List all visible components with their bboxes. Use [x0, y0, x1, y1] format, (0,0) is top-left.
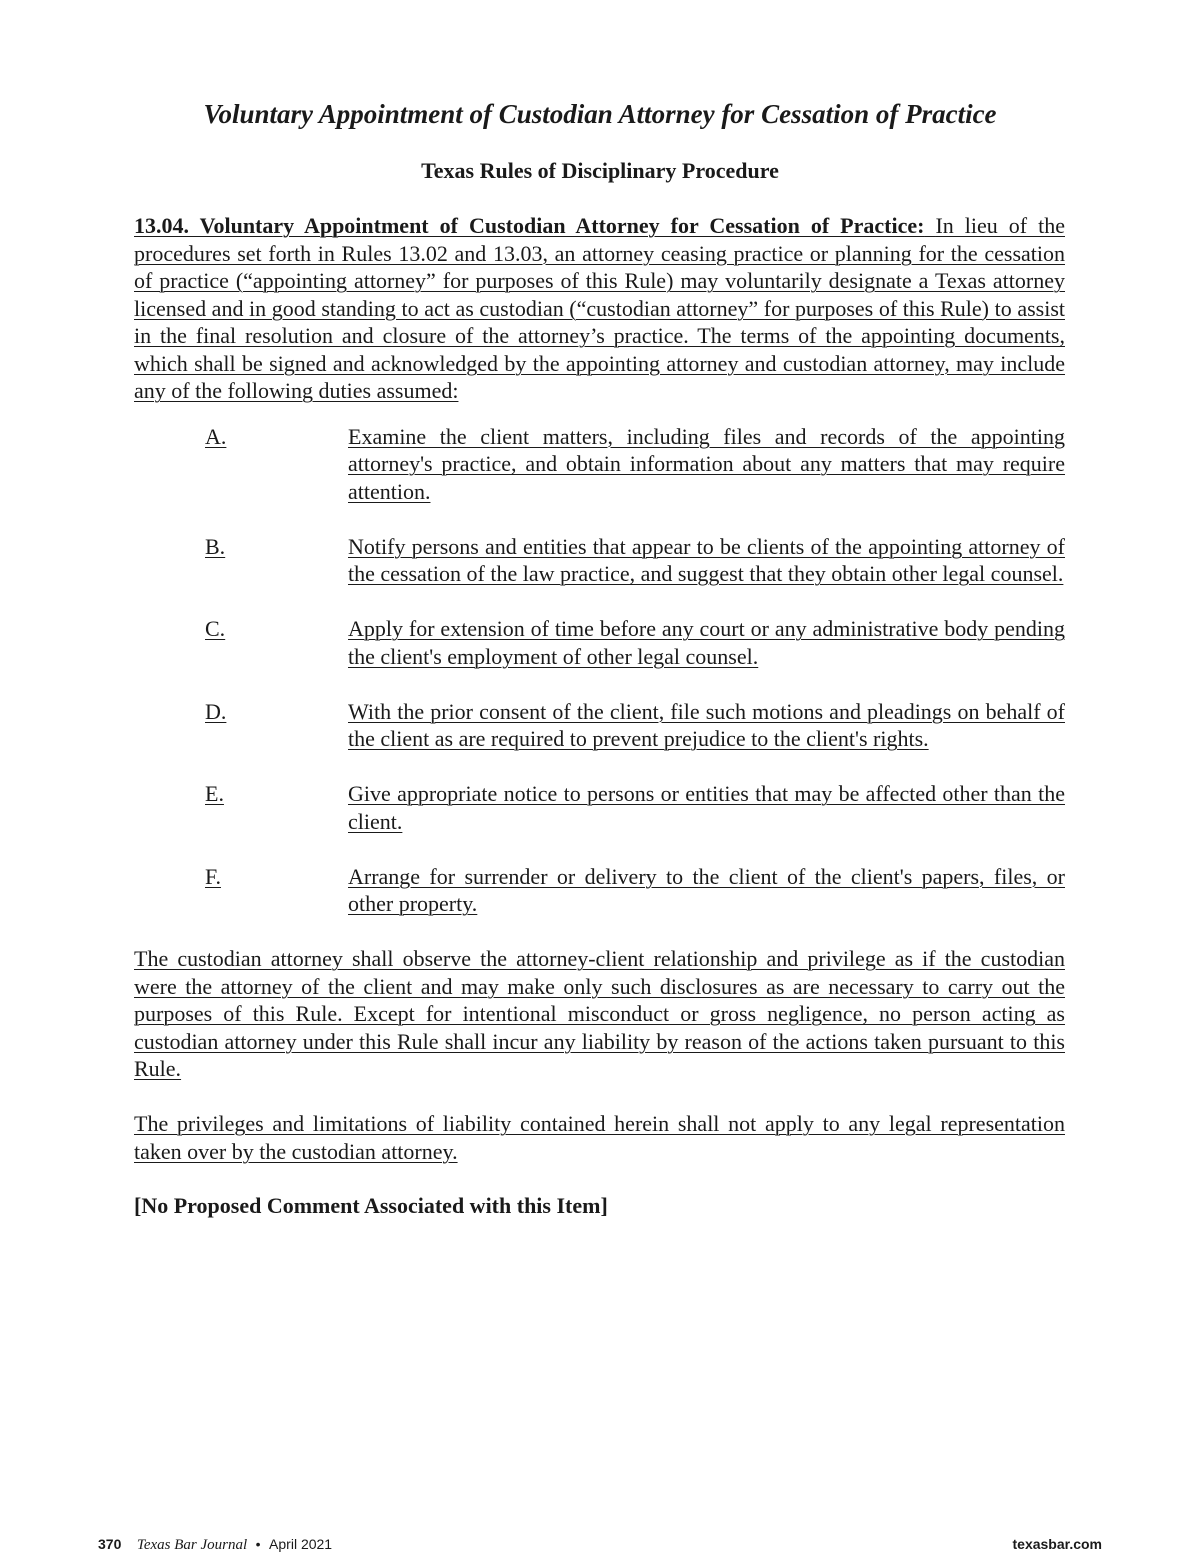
duty-text: Examine the client matters, including files and records of the appointing attorney's practice, and obtain information about any matters that may require attention.	[348, 423, 1065, 504]
duty-item	[134, 780, 1065, 835]
document-subtitle: Texas Rules of Disciplinary Procedure	[421, 158, 779, 183]
website-link: texasbar.com	[1012, 1536, 1102, 1552]
duty-item	[134, 863, 1065, 918]
duty-letter: A.	[205, 423, 227, 449]
limitations-paragraph: The privileges and limitations of liability contained herein shall not apply to any legal representation taken over by the custodian attorney.	[134, 1111, 1065, 1164]
duty-item	[134, 533, 1065, 588]
duty-item	[134, 698, 1065, 753]
issue-date: April 2021	[269, 1536, 333, 1552]
rule-intro-paragraph	[134, 212, 1065, 405]
duties-list	[134, 423, 1065, 918]
duty-letter: E.	[205, 781, 224, 806]
duty-text: Arrange for surrender or delivery to the client of the client's papers, files, or other property.	[348, 863, 1065, 916]
no-comment-note: [No Proposed Comment Associated with this Item]	[134, 1193, 608, 1218]
rule-heading: 13.04. Voluntary Appointment of Custodian Attorney for Cessation of Practice:	[134, 213, 925, 238]
footer-separator: •	[255, 1536, 261, 1552]
duty-text: Give appropriate notice to persons or entities that may be affected other than the client.	[348, 781, 1065, 834]
privilege-paragraph: The custodian attorney shall observe the attorney-client relationship and privilege as if the custodian were the attorney of the client and may make only such disclosures as are necessary to carry out the purposes of this Rule. Except for intentional misconduct or gross negligence, no person acting as custodian attorney under this Rule shall incur any liability by reason of the actions taken pursuant to this Rule.	[134, 946, 1065, 1081]
duty-text: With the prior consent of the client, file such motions and pleadings on behalf of the client as are required to prevent prejudice to the client's rights.	[348, 698, 1065, 751]
journal-name: Texas Bar Journal	[136, 1537, 248, 1553]
duty-letter: D.	[205, 698, 227, 724]
footer-left	[98, 1533, 332, 1557]
duty-item	[134, 423, 1065, 506]
document-title: Voluntary Appointment of Custodian Attorney for Cessation of Practice	[203, 99, 997, 129]
page-footer	[98, 1533, 1102, 1555]
duty-letter: C.	[205, 616, 226, 641]
rule-content	[134, 212, 1065, 1220]
rule-intro-text: In lieu of the procedures set forth in Rules 13.02 and 13.03, an attorney ceasing practice or planning for the cessation of practice (“appointing attorney” for purposes of this Rule) may voluntarily designate a Texas attorney licensed and in good standing to act as custodian (“custodian attorney” for purposes of this Rule) to assist in the final resolution and closure of the attorney’s practice. The terms of the appointing documents, which shall be signed and acknowledged by the appointing attorney and custodian attorney, may include any of the following duties assumed:	[134, 213, 1065, 403]
duty-letter: B.	[205, 533, 226, 559]
duty-letter: F.	[205, 863, 221, 889]
duty-text: Notify persons and entities that appear to be clients of the appointing attorney of the cessation of the law practice, and suggest that they obtain other legal counsel.	[348, 533, 1065, 586]
duty-item	[134, 615, 1065, 670]
duty-text: Apply for extension of time before any court or any administrative body pending the client's employment of other legal counsel.	[348, 616, 1065, 669]
page-number: 370	[98, 1536, 122, 1552]
